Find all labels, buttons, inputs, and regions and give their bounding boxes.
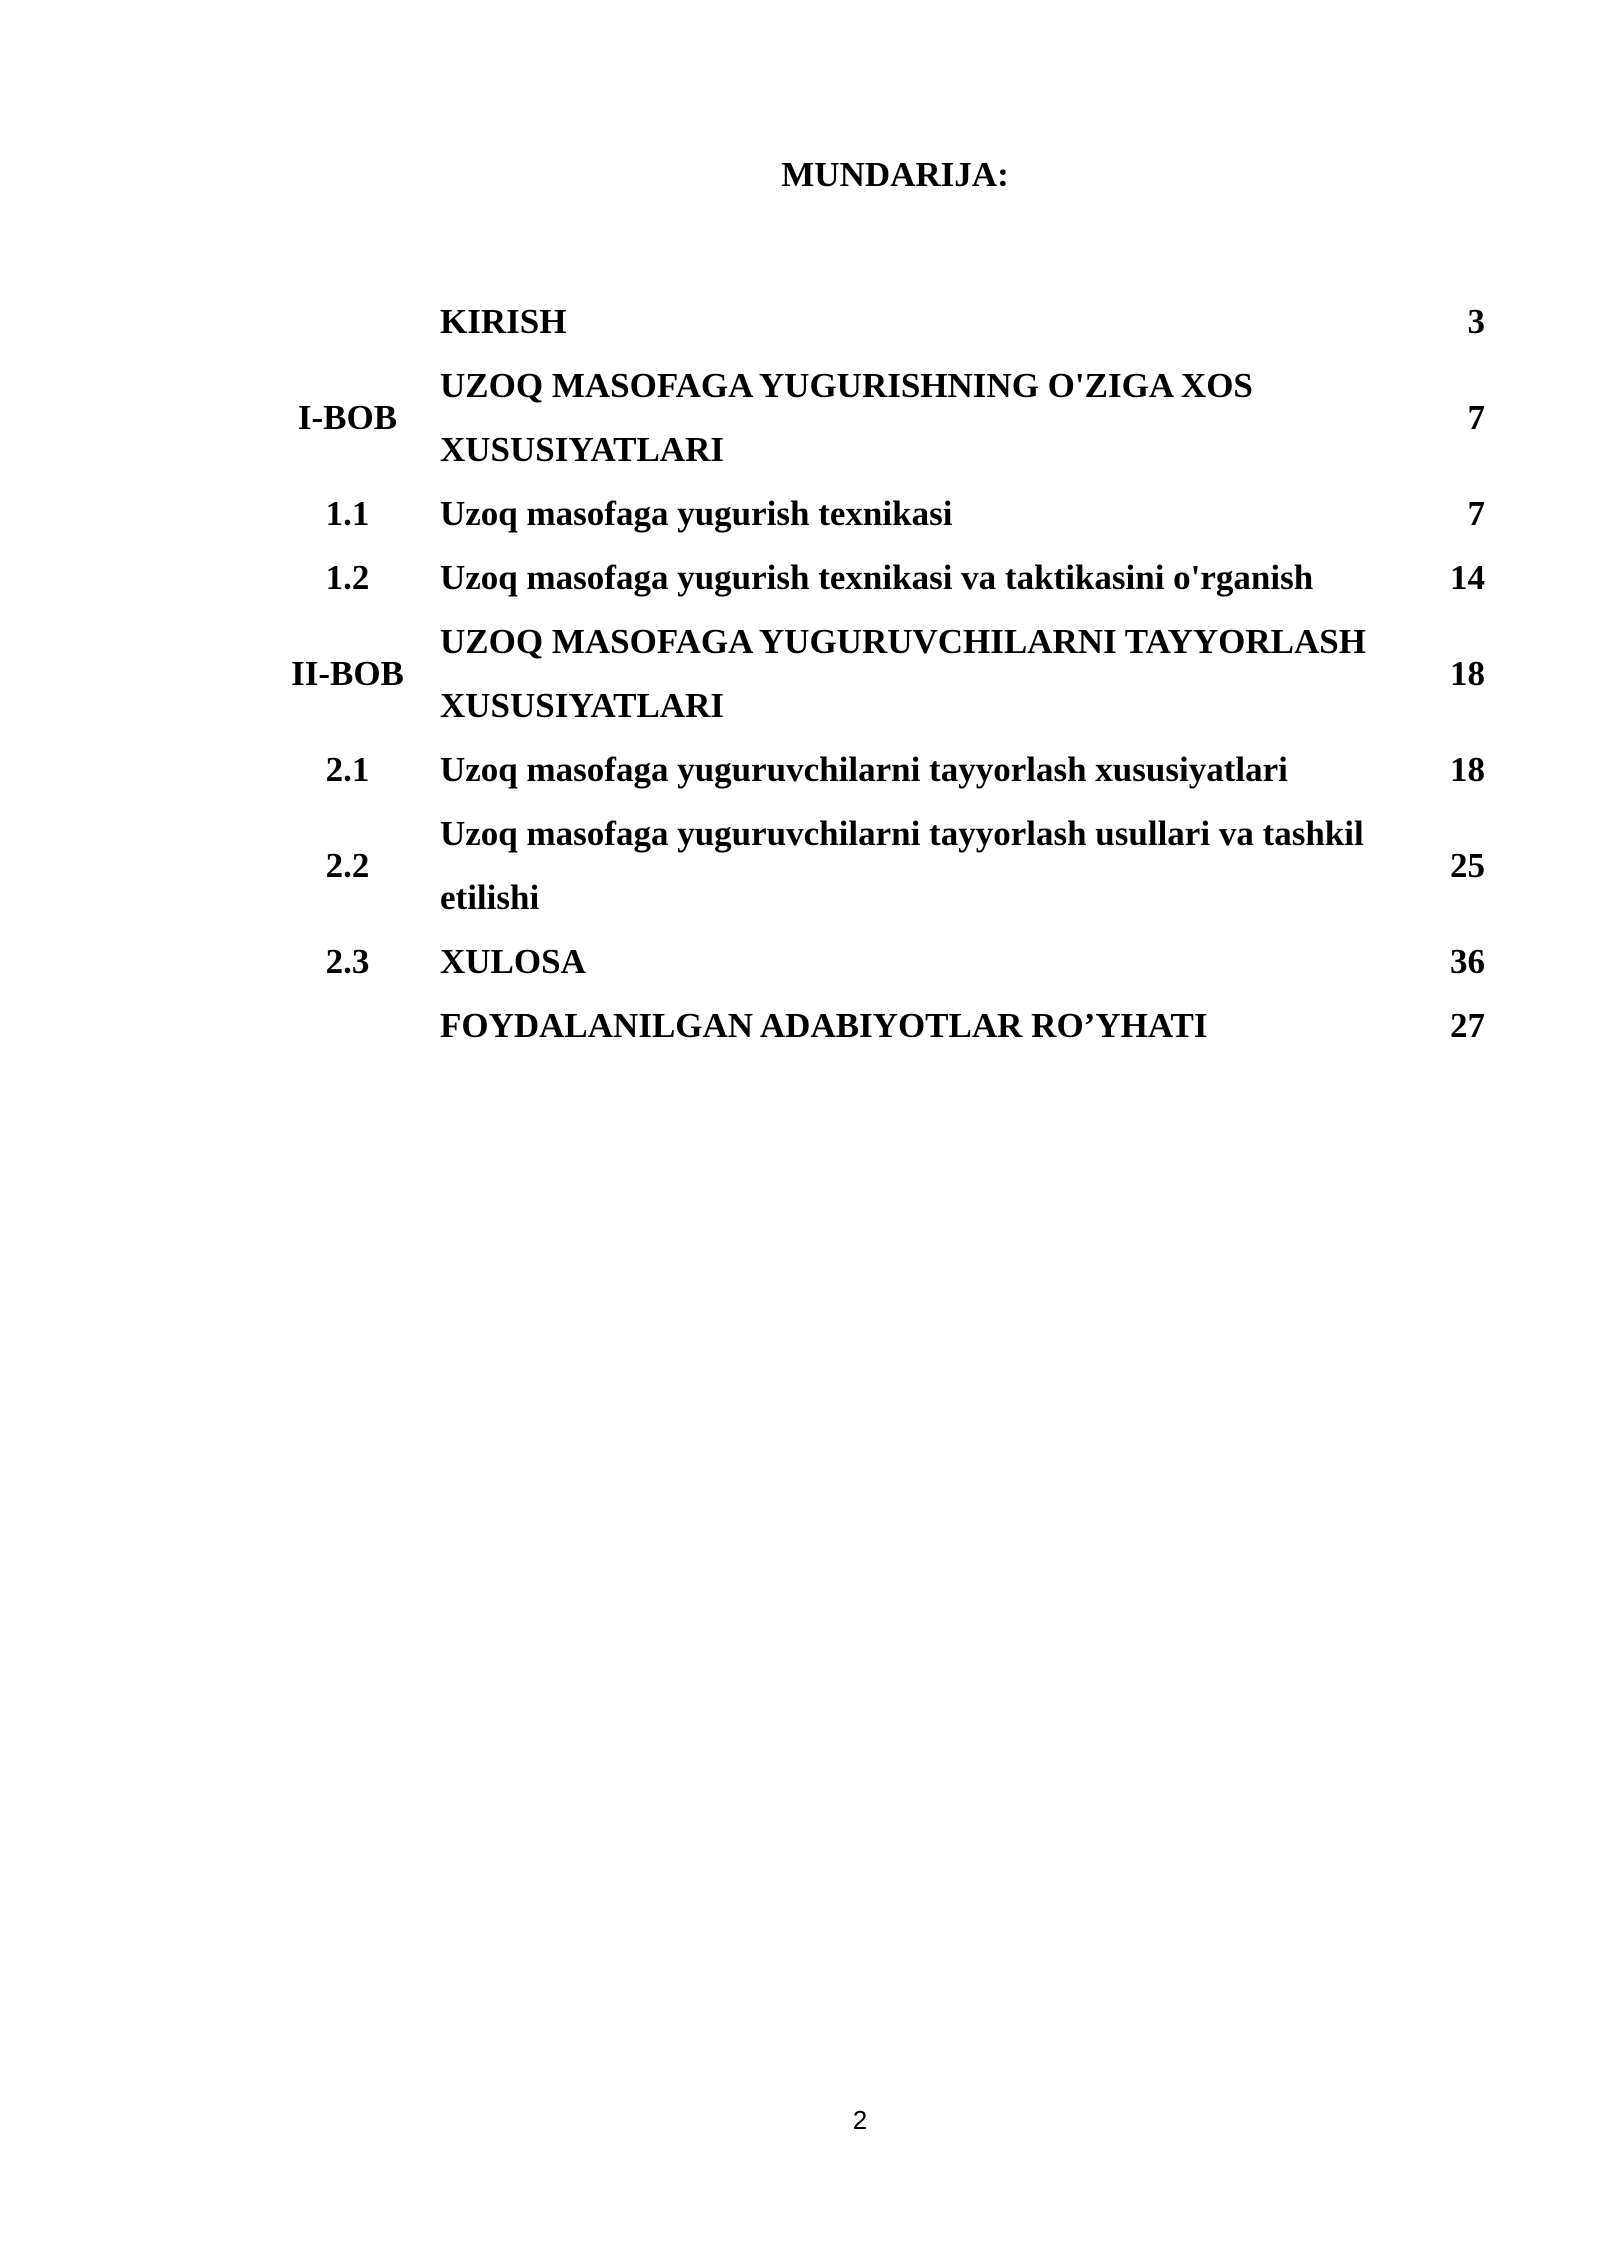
toc-row-chapter-1	[255, 354, 1485, 482]
toc-number	[255, 994, 440, 1058]
toc-number	[255, 290, 440, 354]
toc-page: 18	[1450, 654, 1485, 693]
toc-title: UZOQ MASOFAGA YUGURISHNING O'ZIGA XOS XUSUSIYATLARI	[440, 366, 1253, 469]
toc-number: 2.2	[325, 846, 370, 885]
page-title: MUNDARIJA:	[781, 155, 1009, 194]
toc-title: XULOSA	[440, 942, 586, 981]
toc-title: KIRISH	[440, 302, 567, 341]
toc-number: I-BOB	[297, 398, 398, 437]
toc-row-chapter-2	[255, 610, 1485, 738]
toc-number: 1.2	[325, 558, 370, 597]
table-of-contents	[255, 290, 1485, 1058]
toc-title: Uzoq masofaga yuguruvchilarni tayyorlash usullari va tashkil etilishi	[440, 814, 1364, 917]
toc-page: 7	[1467, 398, 1485, 437]
toc-title: Uzoq masofaga yugurish texnikasi	[440, 494, 953, 533]
toc-title: UZOQ MASOFAGA YUGURUVCHILARNI TAYYORLASH XUSUSIYATLARI	[440, 622, 1366, 725]
toc-page: 3	[1467, 302, 1485, 341]
toc-number: II-BOB	[291, 654, 404, 693]
toc-page: 27	[1450, 1006, 1485, 1045]
toc-row-1-1	[255, 482, 1485, 546]
toc-row-1-2	[255, 546, 1485, 610]
toc-title: FOYDALANILGAN ADABIYOTLAR RO’YHATI	[440, 1006, 1208, 1045]
toc-row-2-2	[255, 802, 1485, 930]
toc-page: 14	[1450, 558, 1485, 597]
toc-row-2-3	[255, 930, 1485, 994]
toc-page: 25	[1450, 846, 1485, 885]
toc-title: Uzoq masofaga yugurish texnikasi va taktikasini o'rganish	[440, 558, 1314, 597]
toc-row-kirish	[255, 290, 1485, 354]
toc-row-2-1	[255, 738, 1485, 802]
page-number: 2	[852, 2105, 868, 2135]
toc-number: 2.1	[325, 750, 370, 789]
toc-page: 36	[1450, 942, 1485, 981]
toc-title: Uzoq masofaga yuguruvchilarni tayyorlash xususiyatlari	[440, 750, 1288, 789]
toc-number: 2.3	[325, 942, 370, 981]
toc-row-references	[255, 994, 1485, 1058]
toc-page: 18	[1450, 750, 1485, 789]
toc-number: 1.1	[325, 494, 370, 533]
toc-page: 7	[1467, 494, 1485, 533]
